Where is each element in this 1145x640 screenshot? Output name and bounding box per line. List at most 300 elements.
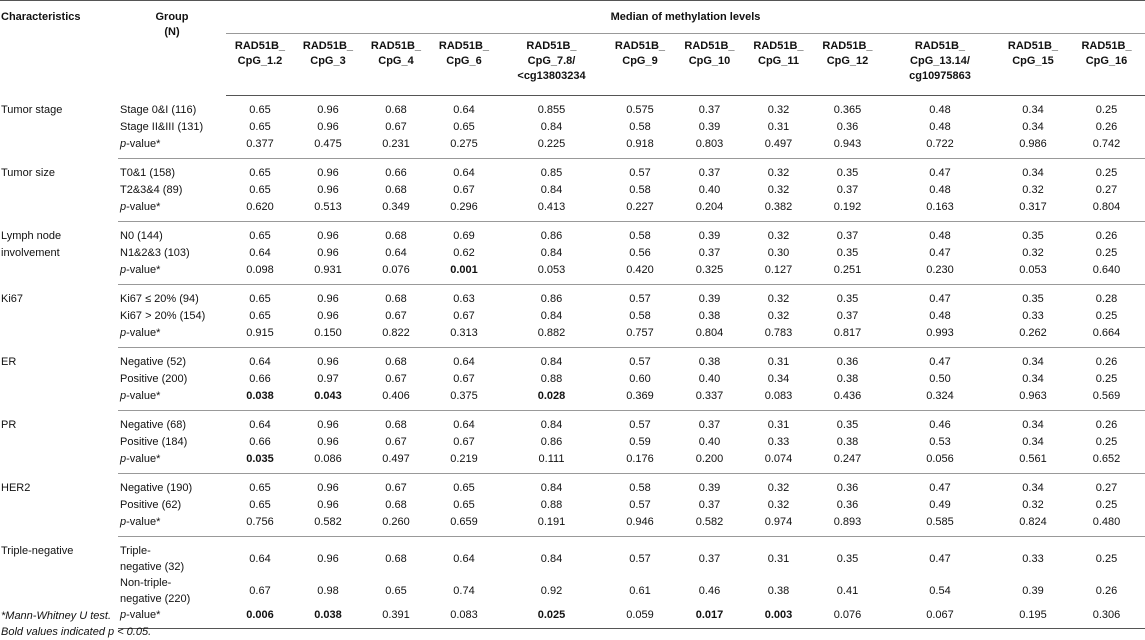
characteristic-cell: ER — [1, 355, 17, 368]
group-cell: Negative (52) — [120, 356, 187, 368]
value-cell: 0.34 — [1022, 436, 1044, 448]
value-cell: 0.64 — [453, 553, 475, 565]
value-cell: 0.47 — [929, 553, 951, 565]
value-cell: 0.58 — [629, 310, 651, 322]
value-cell: 0.84 — [540, 419, 563, 431]
p-value-cell: 0.306 — [1068, 607, 1145, 629]
value-cell: 0.365 — [833, 104, 862, 116]
value-cell: 0.38 — [698, 310, 721, 322]
header-cpg-line: CpG_7.8/ — [527, 55, 576, 67]
value-cell: 0.34 — [1022, 356, 1044, 368]
value-cell: 0.49 — [929, 499, 951, 511]
p-value-cell: 0.377 — [226, 136, 294, 159]
value-cell: 0.98 — [317, 585, 339, 597]
value-cell: 0.69 — [453, 230, 475, 242]
p-value-cell: 0.582 — [294, 514, 362, 537]
p-value-cell: 0.420 — [605, 262, 675, 285]
value-cell: 0.67 — [453, 310, 475, 322]
value-cell: 0.64 — [453, 356, 475, 368]
table-row — [0, 262, 1145, 285]
p-value-cell: 0.413 — [498, 199, 605, 222]
value-cell: 0.56 — [629, 247, 651, 259]
value-cell: 0.25 — [1095, 499, 1118, 511]
value-cell: 0.37 — [698, 104, 721, 116]
p-value-cell: 0.822 — [362, 325, 430, 348]
table-row — [0, 222, 1145, 246]
p-value-cell: 0.783 — [744, 325, 813, 348]
p-value-label: p-value* — [118, 607, 226, 629]
p-value-cell: 0.038 — [226, 388, 294, 411]
value-cell: 0.54 — [929, 585, 951, 597]
p-value-cell: 0.974 — [744, 514, 813, 537]
p-value-cell: 0.086 — [294, 451, 362, 474]
p-value-cell: 0.652 — [1068, 451, 1145, 474]
value-cell: 0.50 — [929, 373, 951, 385]
p-value-cell: 0.035 — [226, 451, 294, 474]
section-pr — [0, 411, 1145, 474]
header-cpg-9 — [813, 34, 882, 96]
value-cell: 0.96 — [317, 247, 339, 259]
p-value-cell: 0.313 — [430, 325, 498, 348]
value-cell: 0.96 — [317, 419, 339, 431]
value-cell: 0.64 — [249, 247, 271, 259]
value-cell: 0.35 — [836, 553, 859, 565]
table-row — [0, 451, 1145, 474]
value-cell: 0.855 — [537, 104, 566, 116]
section-tumor-stage — [0, 96, 1145, 159]
value-cell: 0.27 — [1095, 184, 1118, 196]
p-value-cell: 0.325 — [675, 262, 744, 285]
p-value-cell: 0.059 — [605, 607, 675, 629]
value-cell: 0.65 — [249, 499, 271, 511]
value-cell: 0.26 — [1095, 230, 1118, 242]
value-cell: 0.66 — [249, 436, 271, 448]
group-cell: T2&3&4 (89) — [120, 184, 183, 196]
header-cpg-line: RAD51B_ — [822, 40, 873, 52]
value-cell: 0.58 — [629, 482, 651, 494]
table-row — [0, 607, 1145, 629]
value-cell: 0.35 — [836, 247, 859, 259]
p-value-label: p-value* — [118, 325, 226, 348]
value-cell: 0.34 — [1022, 121, 1044, 133]
p-value-cell: 0.225 — [498, 136, 605, 159]
value-cell: 0.25 — [1095, 553, 1118, 565]
p-value-cell: 0.025 — [498, 607, 605, 629]
value-cell: 0.26 — [1095, 419, 1118, 431]
table-row — [0, 119, 1145, 136]
value-cell: 0.96 — [317, 230, 339, 242]
p-value-cell: 0.497 — [362, 451, 430, 474]
value-cell: 0.68 — [385, 499, 407, 511]
value-cell: 0.47 — [929, 293, 951, 305]
p-value-cell: 0.083 — [744, 388, 813, 411]
p-value-cell: 0.251 — [813, 262, 882, 285]
value-cell: 0.84 — [540, 247, 563, 259]
value-cell: 0.96 — [317, 184, 339, 196]
p-value-cell: 0.053 — [998, 262, 1068, 285]
value-cell: 0.36 — [836, 356, 859, 368]
p-value-cell: 0.176 — [605, 451, 675, 474]
p-value-cell: 0.053 — [498, 262, 605, 285]
value-cell: 0.37 — [698, 167, 721, 179]
p-value-cell: 0.824 — [998, 514, 1068, 537]
header-cpg-line: RAD51B_ — [614, 40, 666, 52]
characteristic-cell: Tumor stage — [1, 103, 63, 116]
header-group-line2: (N) — [164, 26, 180, 38]
p-value-cell: 0.001 — [430, 262, 498, 285]
p-value-cell: 0.296 — [430, 199, 498, 222]
value-cell: 0.32 — [767, 499, 790, 511]
value-cell: 0.34 — [1022, 482, 1044, 494]
p-value-cell: 0.324 — [882, 388, 998, 411]
value-cell: 0.96 — [317, 553, 339, 565]
header-cpg-line: RAD51B_ — [753, 40, 804, 52]
value-cell: 0.47 — [929, 482, 951, 494]
p-value-cell: 0.200 — [675, 451, 744, 474]
header-cpg-4 — [430, 34, 498, 96]
value-cell: 0.37 — [836, 230, 859, 242]
value-cell: 0.39 — [698, 482, 721, 494]
value-cell: 0.97 — [317, 373, 339, 385]
footnotes — [1, 608, 151, 640]
value-cell: 0.32 — [767, 230, 790, 242]
value-cell: 0.67 — [249, 585, 271, 597]
p-value-cell: 0.918 — [605, 136, 675, 159]
header-cpg-line: CpG_15 — [1012, 55, 1054, 67]
value-cell: 0.65 — [249, 482, 271, 494]
value-cell: 0.68 — [385, 104, 407, 116]
value-cell: 0.96 — [317, 482, 339, 494]
p-value-cell: 0.561 — [998, 451, 1068, 474]
value-cell: 0.67 — [385, 310, 407, 322]
p-value-cell: 0.262 — [998, 325, 1068, 348]
group-cell: Stage II&III (131) — [120, 121, 204, 133]
value-cell: 0.86 — [540, 293, 563, 305]
p-value-cell: 0.893 — [813, 514, 882, 537]
value-cell: 0.96 — [317, 499, 339, 511]
value-cell: 0.67 — [385, 482, 407, 494]
value-cell: 0.28 — [1095, 293, 1118, 305]
group-cell: Negative (68) — [120, 419, 187, 431]
header-cpg-3 — [362, 34, 430, 96]
value-cell: 0.37 — [698, 553, 721, 565]
value-cell: 0.85 — [540, 167, 563, 179]
value-cell: 0.65 — [249, 310, 271, 322]
value-cell: 0.65 — [249, 121, 271, 133]
p-value-cell: 0.150 — [294, 325, 362, 348]
p-value-cell: 0.742 — [1068, 136, 1145, 159]
value-cell: 0.64 — [249, 419, 271, 431]
p-value-label: p-value* — [118, 262, 226, 285]
section-her2 — [0, 474, 1145, 537]
group-cell: Positive (200) — [120, 373, 188, 385]
p-value-cell: 0.569 — [1068, 388, 1145, 411]
p-value-cell: 0.582 — [675, 514, 744, 537]
p-value-cell: 0.931 — [294, 262, 362, 285]
table-row — [0, 575, 1145, 607]
characteristic-cell: PR — [1, 418, 17, 431]
p-value-label: p-value* — [118, 388, 226, 411]
p-value-cell: 0.349 — [362, 199, 430, 222]
header-cpg-line: cg10975863 — [909, 70, 971, 82]
value-cell: 0.36 — [836, 121, 859, 133]
header-cpg-line: CpG_3 — [310, 55, 346, 67]
p-value-cell: 0.375 — [430, 388, 498, 411]
p-value-cell: 0.056 — [882, 451, 998, 474]
value-cell: 0.39 — [698, 230, 721, 242]
characteristic-cell: Lymph node involvement — [1, 229, 62, 259]
value-cell: 0.58 — [629, 184, 651, 196]
p-value-cell: 0.043 — [294, 388, 362, 411]
table-row — [0, 411, 1145, 435]
p-value-cell: 0.722 — [882, 136, 998, 159]
value-cell: 0.31 — [767, 121, 790, 133]
value-cell: 0.27 — [1095, 482, 1118, 494]
p-value-cell: 0.083 — [430, 607, 498, 629]
value-cell: 0.67 — [453, 184, 475, 196]
p-value-cell: 0.191 — [498, 514, 605, 537]
p-value-cell: 0.317 — [998, 199, 1068, 222]
header-cpg-line: CpG_1.2 — [237, 55, 283, 67]
value-cell: 0.57 — [629, 167, 651, 179]
group-cell: Ki67 > 20% (154) — [120, 310, 206, 322]
value-cell: 0.46 — [929, 419, 951, 431]
p-value-cell: 0.195 — [998, 607, 1068, 629]
p-value-cell: 0.659 — [430, 514, 498, 537]
value-cell: 0.40 — [698, 373, 721, 385]
header-cpg-line: CpG_11 — [758, 55, 799, 67]
value-cell: 0.86 — [540, 230, 563, 242]
group-cell: T0&1 (158) — [120, 167, 176, 179]
value-cell: 0.31 — [767, 553, 790, 565]
value-cell: 0.39 — [698, 293, 721, 305]
header-cpg-6 — [605, 34, 675, 96]
value-cell: 0.68 — [385, 293, 407, 305]
value-cell: 0.64 — [453, 104, 475, 116]
group-cell: N1&2&3 (103) — [120, 247, 190, 259]
value-cell: 0.84 — [540, 356, 563, 368]
value-cell: 0.32 — [767, 482, 790, 494]
p-value-cell: 0.497 — [744, 136, 813, 159]
value-cell: 0.26 — [1095, 585, 1118, 597]
value-cell: 0.32 — [767, 310, 790, 322]
table-row — [0, 371, 1145, 388]
header-cpg-line: CpG_9 — [622, 55, 658, 67]
value-cell: 0.46 — [698, 585, 721, 597]
header-cpg-5 — [498, 34, 605, 96]
value-cell: 0.39 — [698, 121, 721, 133]
value-cell: 0.84 — [540, 482, 563, 494]
value-cell: 0.575 — [626, 104, 654, 116]
p-value-cell: 0.946 — [605, 514, 675, 537]
table-row — [0, 285, 1145, 309]
header-cpg-line: RAD51B_ — [302, 40, 354, 52]
value-cell: 0.37 — [698, 247, 721, 259]
value-cell: 0.67 — [385, 436, 407, 448]
characteristic-cell: Triple-negative — [1, 544, 74, 557]
p-value-cell: 0.993 — [882, 325, 998, 348]
value-cell: 0.67 — [385, 373, 407, 385]
section-er — [0, 348, 1145, 411]
p-value-cell: 0.260 — [362, 514, 430, 537]
value-cell: 0.86 — [540, 436, 563, 448]
table-row — [0, 199, 1145, 222]
p-value-cell: 0.227 — [605, 199, 675, 222]
value-cell: 0.35 — [836, 293, 859, 305]
value-cell: 0.67 — [453, 436, 475, 448]
table-row — [0, 325, 1145, 348]
value-cell: 0.25 — [1095, 373, 1118, 385]
p-value-cell: 0.664 — [1068, 325, 1145, 348]
header-characteristics: Characteristics — [0, 1, 118, 96]
value-cell: 0.32 — [767, 293, 790, 305]
header-cpg-11 — [998, 34, 1068, 96]
value-cell: 0.38 — [698, 356, 721, 368]
p-value-cell: 0.963 — [998, 388, 1068, 411]
p-value-cell: 0.111 — [498, 451, 605, 474]
value-cell: 0.25 — [1095, 247, 1118, 259]
value-cell: 0.57 — [629, 356, 651, 368]
header-cpg-line: RAD51B_ — [234, 40, 286, 52]
group-cell: Triple- negative (32) — [120, 545, 185, 573]
section-ki67 — [0, 285, 1145, 348]
p-value-cell: 0.038 — [294, 607, 362, 629]
value-cell: 0.65 — [453, 121, 475, 133]
characteristic-cell: Tumor size — [1, 166, 55, 179]
group-cell: Non-triple- negative (220) — [120, 577, 191, 605]
table-row — [0, 537, 1145, 576]
value-cell: 0.68 — [385, 553, 407, 565]
p-value-cell: 0.067 — [882, 607, 998, 629]
value-cell: 0.47 — [929, 167, 951, 179]
p-value-cell: 0.204 — [675, 199, 744, 222]
value-cell: 0.40 — [698, 184, 721, 196]
p-value-cell: 0.337 — [675, 388, 744, 411]
p-value-cell: 0.480 — [1068, 514, 1145, 537]
header-cpg-line: RAD51B_ — [526, 40, 577, 52]
value-cell: 0.96 — [317, 167, 339, 179]
header-cpg-line: RAD51B_ — [1081, 40, 1132, 52]
value-cell: 0.68 — [385, 230, 407, 242]
group-cell: N0 (144) — [120, 230, 163, 242]
header-cpg-10 — [882, 34, 998, 96]
value-cell: 0.48 — [929, 230, 951, 242]
value-cell: 0.64 — [453, 419, 475, 431]
p-value-cell: 0.163 — [882, 199, 998, 222]
value-cell: 0.65 — [249, 293, 271, 305]
header-cpg-8 — [744, 34, 813, 96]
header-cpg-line: CpG_6 — [446, 55, 482, 67]
value-cell: 0.35 — [1022, 230, 1044, 242]
value-cell: 0.61 — [629, 585, 651, 597]
value-cell: 0.35 — [836, 167, 859, 179]
value-cell: 0.65 — [249, 184, 271, 196]
table-row — [0, 497, 1145, 514]
value-cell: 0.67 — [385, 121, 407, 133]
p-value-cell: 0.247 — [813, 451, 882, 474]
header-cpg-line: CpG_4 — [378, 55, 414, 67]
header-cpg-line: RAD51B_ — [914, 40, 966, 52]
value-cell: 0.84 — [540, 310, 563, 322]
value-cell: 0.96 — [317, 436, 339, 448]
value-cell: 0.34 — [1022, 104, 1044, 116]
value-cell: 0.84 — [540, 121, 563, 133]
table-row — [0, 245, 1145, 262]
value-cell: 0.34 — [1022, 373, 1044, 385]
value-cell: 0.96 — [317, 121, 339, 133]
table-row — [0, 308, 1145, 325]
header-cpg-line: CpG_10 — [688, 55, 731, 67]
header-cpg-2 — [294, 34, 362, 96]
p-value-cell: 0.275 — [430, 136, 498, 159]
value-cell: 0.48 — [929, 121, 951, 133]
value-cell: 0.65 — [453, 499, 475, 511]
section-triple-negative — [0, 537, 1145, 629]
value-cell: 0.38 — [836, 373, 859, 385]
value-cell: 0.34 — [1022, 419, 1044, 431]
value-cell: 0.62 — [453, 247, 475, 259]
value-cell: 0.32 — [1022, 247, 1044, 259]
p-value-cell: 0.074 — [744, 451, 813, 474]
p-value-cell: 0.231 — [362, 136, 430, 159]
value-cell: 0.57 — [629, 499, 651, 511]
header-group — [118, 1, 226, 96]
p-value-cell: 0.817 — [813, 325, 882, 348]
group-cell: Positive (62) — [120, 499, 182, 511]
p-value-cell: 0.192 — [813, 199, 882, 222]
value-cell: 0.92 — [540, 585, 563, 597]
value-cell: 0.36 — [836, 499, 859, 511]
value-cell: 0.39 — [1022, 585, 1044, 597]
table-row — [0, 159, 1145, 183]
table-row — [0, 514, 1145, 537]
value-cell: 0.84 — [540, 184, 563, 196]
p-value-cell: 0.382 — [744, 199, 813, 222]
value-cell: 0.25 — [1095, 104, 1118, 116]
table-row — [0, 388, 1145, 411]
value-cell: 0.25 — [1095, 167, 1118, 179]
value-cell: 0.37 — [836, 310, 859, 322]
p-value-cell: 0.986 — [998, 136, 1068, 159]
table-row — [0, 182, 1145, 199]
p-value-cell: 0.028 — [498, 388, 605, 411]
value-cell: 0.60 — [629, 373, 651, 385]
value-cell: 0.37 — [698, 499, 721, 511]
value-cell: 0.31 — [767, 356, 790, 368]
p-value-label: p-value* — [118, 514, 226, 537]
value-cell: 0.84 — [540, 553, 563, 565]
p-value-cell: 0.098 — [226, 262, 294, 285]
value-cell: 0.65 — [249, 230, 271, 242]
value-cell: 0.32 — [767, 184, 790, 196]
header-cpg-line: RAD51B_ — [438, 40, 490, 52]
table-row — [0, 96, 1145, 120]
value-cell: 0.26 — [1095, 356, 1118, 368]
value-cell: 0.65 — [453, 482, 475, 494]
value-cell: 0.88 — [540, 373, 563, 385]
value-cell: 0.33 — [1022, 553, 1044, 565]
p-value-cell: 0.620 — [226, 199, 294, 222]
header-cpg-7 — [675, 34, 744, 96]
value-cell: 0.35 — [1022, 293, 1044, 305]
header-cpg-12 — [1068, 34, 1145, 96]
footnote-bold-note: Bold values indicated p < 0.05. — [1, 626, 152, 638]
p-value-cell: 0.436 — [813, 388, 882, 411]
value-cell: 0.65 — [385, 585, 407, 597]
value-cell: 0.33 — [1022, 310, 1044, 322]
value-cell: 0.25 — [1095, 310, 1118, 322]
header-cpg-line: RAD51B_ — [684, 40, 735, 52]
